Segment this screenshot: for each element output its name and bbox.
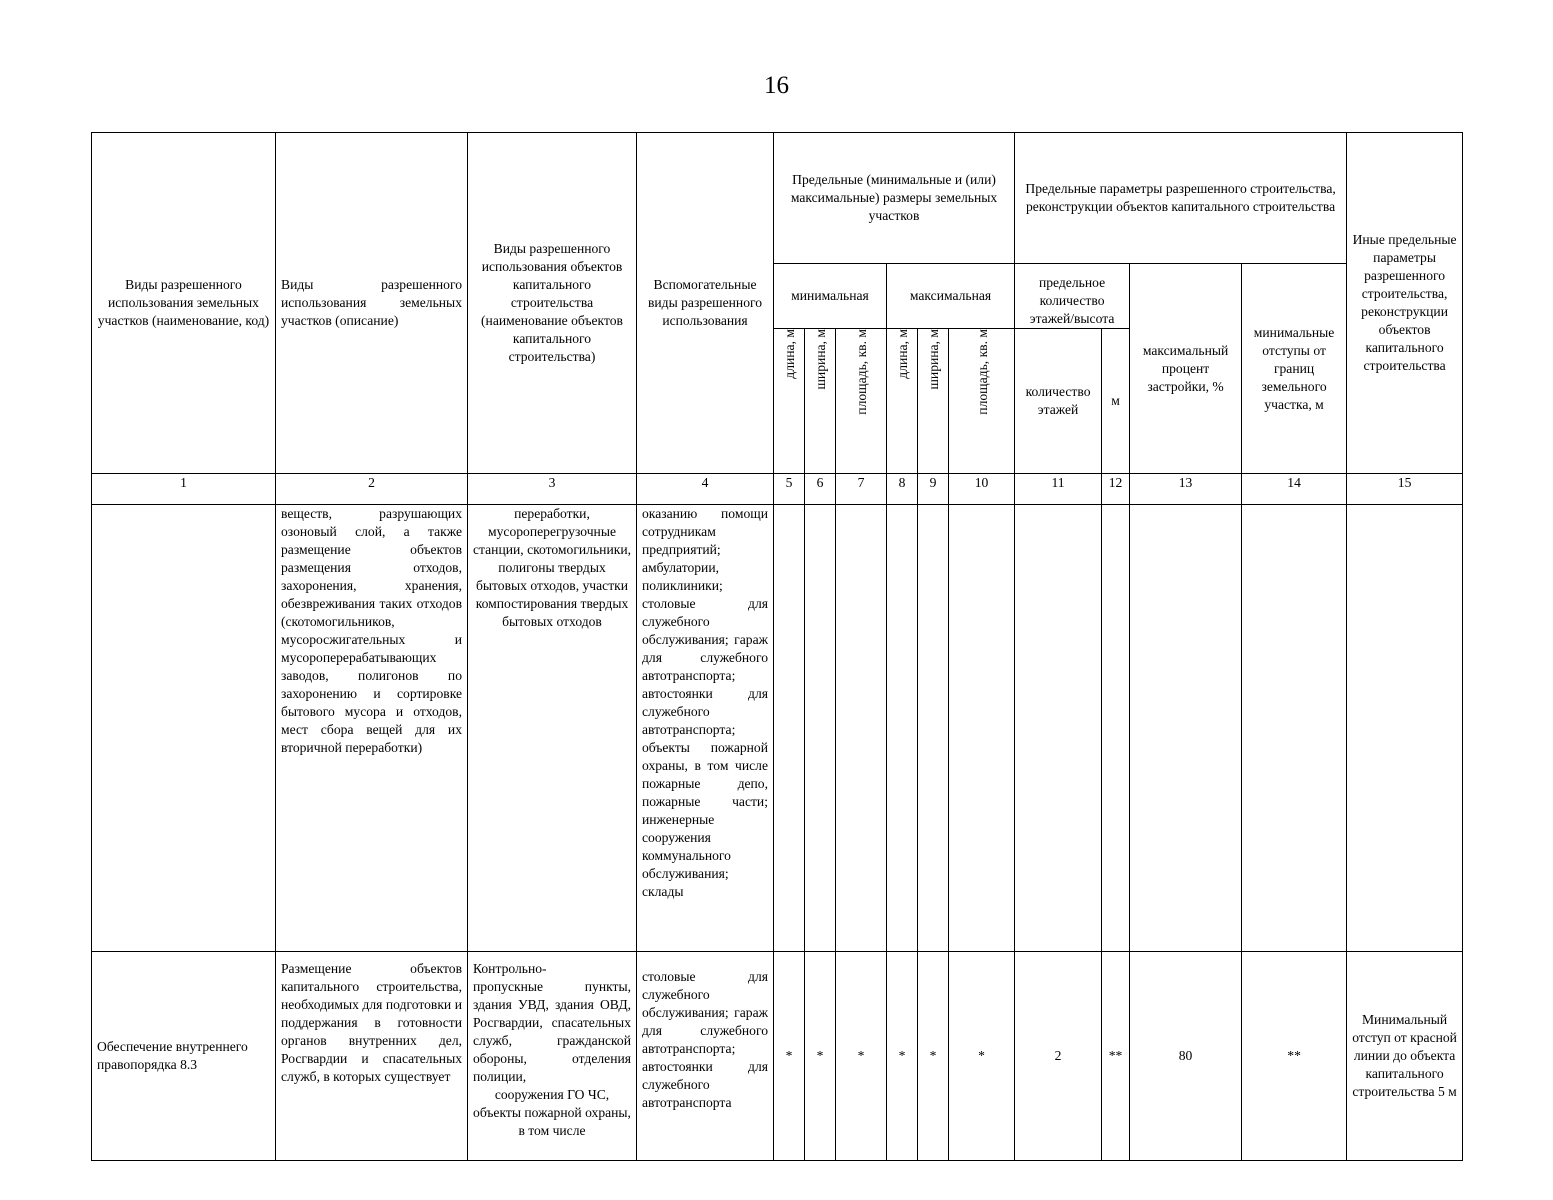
header-floors-height: предельное количество этажей/высота	[1015, 264, 1130, 329]
header-minimal: минимальная	[774, 264, 887, 329]
max-area-label: площадь, кв. м	[974, 329, 990, 415]
cell-max-percent	[1130, 505, 1242, 952]
header-max-area	[949, 329, 1015, 474]
cell-max-percent: 80	[1130, 952, 1242, 1161]
cell-use-description: Размещение объектов капитального строительства, необходимых для подготовки и поддержания в готовности органов внутренних дел, Росгвардии и спасательных служб, в которых существует	[276, 952, 468, 1161]
cell-min-area: *	[836, 952, 887, 1161]
max-length-label: длина, м	[895, 329, 910, 379]
header-max-build-percent: максимальный процент застройки, %	[1130, 264, 1242, 474]
capital-objects-line2: пропускные пункты, здания УВД, здания ОВД, Росгвардии, спасательных служб, гражданской обороны, отделения полиции,	[473, 979, 631, 1084]
header-plot-size-limits: Предельные (минимальные и (или) максимальные) размеры земельных участков	[774, 133, 1015, 264]
header-floors-count: количество этажей	[1015, 329, 1102, 474]
column-number: 12	[1102, 474, 1130, 505]
capital-objects-line1: Контрольно-	[473, 961, 547, 976]
cell-height-m	[1102, 505, 1130, 952]
min-length-label: длина, м	[782, 329, 797, 379]
column-number: 5	[774, 474, 805, 505]
cell-height-m: **	[1102, 952, 1130, 1161]
column-number: 13	[1130, 474, 1242, 505]
header-construction-limits: Предельные параметры разрешенного строительства, реконструкции объектов капитального строительства	[1015, 133, 1347, 264]
cell-capital-objects	[468, 952, 637, 1161]
header-other-parameters: Иные предельные параметры разрешенного строительства, реконструкции объектов капитального строительства	[1347, 133, 1463, 474]
header-min-width	[805, 329, 836, 474]
column-number: 6	[805, 474, 836, 505]
cell-min-area	[836, 505, 887, 952]
cell-other-params	[1347, 505, 1463, 952]
table-row	[92, 505, 1463, 952]
column-number: 4	[637, 474, 774, 505]
cell-floors-count	[1015, 505, 1102, 952]
column-number: 15	[1347, 474, 1463, 505]
header-min-area	[836, 329, 887, 474]
header-meters: м	[1102, 329, 1130, 474]
page-number: 16	[764, 72, 789, 99]
cell-capital-objects: переработки, мусороперегрузочные станции, скотомогильники, полигоны твердых бытовых отходов, участки компостирования твердых бытовых отходов	[468, 505, 637, 952]
cell-max-length: *	[887, 952, 918, 1161]
header-capital-objects: Виды разрешенного использования объектов капитального строительства (наименование объектов капитального строительства)	[468, 133, 637, 474]
cell-min-setbacks: **	[1242, 952, 1347, 1161]
header-max-width	[918, 329, 949, 474]
column-number: 3	[468, 474, 637, 505]
cell-use-name: Обеспечение внутреннего правопорядка 8.3	[92, 952, 276, 1161]
min-width-label: ширина, м	[813, 329, 828, 390]
header-use-type-description: Виды разрешенного использования земельных участков (описание)	[276, 133, 468, 474]
capital-objects-line3: сооружения ГО ЧС, объекты пожарной охраны, в том числе	[473, 1087, 631, 1138]
cell-use-name	[92, 505, 276, 952]
column-number: 8	[887, 474, 918, 505]
column-number: 11	[1015, 474, 1102, 505]
cell-max-width	[918, 505, 949, 952]
cell-min-setbacks	[1242, 505, 1347, 952]
header-min-setbacks: минимальные отступы от границ земельного участка, м	[1242, 264, 1347, 474]
cell-use-description: веществ, разрушающих озоновый слой, а также размещение объектов размещения отходов, захоронения, хранения, обезвреживания таких отходов (скотомогильников, мусоросжигательных и мусороперерабатывающих заводов, полигонов по захоронению и сортировке бытового мусора и отходов, мест сбора вещей для их вторичной переработки)	[276, 505, 468, 952]
cell-max-length	[887, 505, 918, 952]
cell-min-width	[805, 505, 836, 952]
cell-other-params: Минимальный отступ от красной линии до объекта капитального строительства 5 м	[1347, 952, 1463, 1161]
max-width-label: ширина, м	[926, 329, 941, 390]
cell-floors-count: 2	[1015, 952, 1102, 1161]
header-max-length	[887, 329, 918, 474]
column-number: 7	[836, 474, 887, 505]
header-auxiliary-uses: Вспомогательные виды разрешенного использования	[637, 133, 774, 474]
cell-auxiliary-uses: оказанию помощи сотрудникам предприятий; амбулатории, поликлиники; столовые для служебного обслуживания; гараж для служебного автотранспорта; автостоянки для служебного автотранспорта; объекты пожарной охраны, в том числе пожарные депо, пожарные части; инженерные сооружения коммунального обслуживания; склады	[637, 505, 774, 952]
column-number: 1	[92, 474, 276, 505]
cell-auxiliary-uses: столовые для служебного обслуживания; гараж для служебного автотранспорта; автостоянки для служебного автотранспорта	[637, 952, 774, 1161]
cell-max-width: *	[918, 952, 949, 1161]
cell-min-length	[774, 505, 805, 952]
column-number: 2	[276, 474, 468, 505]
cell-max-area	[949, 505, 1015, 952]
cell-max-area: *	[949, 952, 1015, 1161]
land-use-regulations-table	[91, 132, 1463, 1161]
cell-min-length: *	[774, 952, 805, 1161]
min-area-label: площадь, кв. м	[854, 329, 869, 415]
table-row	[92, 952, 1463, 1161]
cell-min-width: *	[805, 952, 836, 1161]
header-maximal: максимальная	[887, 264, 1015, 329]
column-number: 14	[1242, 474, 1347, 505]
column-number: 9	[918, 474, 949, 505]
header-min-length	[774, 329, 805, 474]
column-number: 10	[949, 474, 1015, 505]
header-use-type-name: Виды разрешенного использования земельных участков (наименование, код)	[92, 133, 276, 474]
